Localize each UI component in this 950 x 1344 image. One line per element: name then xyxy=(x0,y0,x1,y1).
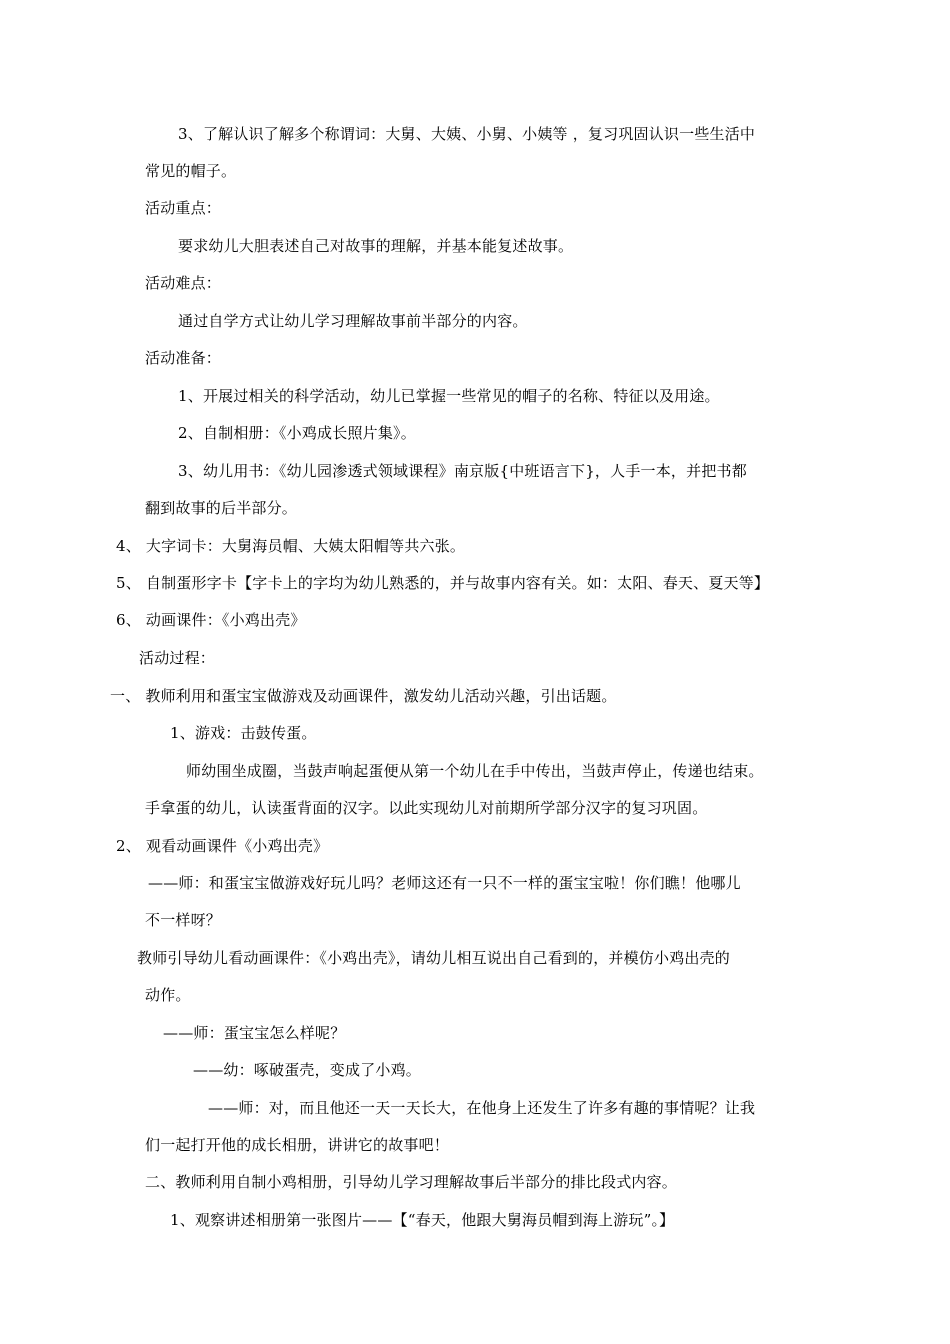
difficulty-heading: 活动难点： xyxy=(145,274,222,292)
watch-animation-title: 2、 观看动画课件《小鸡出壳》 xyxy=(116,837,329,855)
objective-3-line-1: 3、了解认识了解多个称谓词：大舅、大姨、小舅、小姨等 ，复习巩固认识一些生活中 xyxy=(178,125,756,143)
preparation-item-6: 6、 动画课件：《小鸡出壳》 xyxy=(116,611,306,629)
teacher-dialog-3-line-2: 们一起打开他的成长相册，讲讲它的故事吧！ xyxy=(145,1136,450,1154)
objective-3-line-2: 常见的帽子。 xyxy=(145,162,237,180)
process-heading: 活动过程： xyxy=(139,649,216,667)
teacher-dialog-3-line-1: ——师：对，而且他还一天一天长大，在他身上还发生了许多有趣的事情呢？让我 xyxy=(208,1099,756,1117)
key-point-heading: 活动重点： xyxy=(145,199,222,217)
teacher-dialog-1-line-2: 不一样呀？ xyxy=(145,911,222,929)
process-step-2-title: 二、教师利用自制小鸡相册，引导幼儿学习理解故事后半部分的排比段式内容。 xyxy=(145,1173,678,1191)
preparation-item-4: 4、 大字词卡：大舅海员帽、大姨太阳帽等共六张。 xyxy=(116,537,466,555)
child-dialog: ——幼：啄破蛋壳，变成了小鸡。 xyxy=(193,1061,422,1079)
game-description-line-2: 手拿蛋的幼儿，认读蛋背面的汉字。以此实现幼儿对前期所学部分汉字的复习巩固。 xyxy=(145,799,708,817)
game-title: 1、游戏：击鼓传蛋。 xyxy=(170,724,317,742)
preparation-heading: 活动准备： xyxy=(145,349,222,367)
guide-text-line-2: 动作。 xyxy=(145,986,191,1004)
process-step-1-title: 一、 教师利用和蛋宝宝做游戏及动画课件，激发幼儿活动兴趣，引出话题。 xyxy=(110,687,617,705)
preparation-item-3-line-2: 翻到故事的后半部分。 xyxy=(145,499,298,517)
key-point-text: 要求幼儿大胆表述自己对故事的理解，并基本能复述故事。 xyxy=(178,237,574,255)
preparation-item-5: 5、 自制蛋形字卡【字卡上的字均为幼儿熟悉的，并与故事内容有关。如：太阳、春天、夏天等】 xyxy=(116,574,770,592)
preparation-item-1: 1、开展过相关的科学活动，幼儿已掌握一些常见的帽子的名称、特征以及用途。 xyxy=(178,387,720,405)
guide-text-line-1: 教师引导幼儿看动画课件：《小鸡出壳》，请幼儿相互说出自己看到的，并模仿小鸡出壳的 xyxy=(137,949,731,967)
game-description-line-1: 师幼围坐成圈，当鼓声响起蛋便从第一个幼儿在手中传出，当鼓声停止，传递也结束。 xyxy=(186,762,764,780)
difficulty-text: 通过自学方式让幼儿学习理解故事前半部分的内容。 xyxy=(178,312,528,330)
album-picture-1: 1、观察讲述相册第一张图片——【“春天，他跟大舅海员帽到海上游玩”。】 xyxy=(170,1211,675,1229)
teacher-dialog-2: ——师：蛋宝宝怎么样呢？ xyxy=(163,1024,346,1042)
preparation-item-3-line-1: 3、幼儿用书：《幼儿园渗透式领域课程》南京版{中班语言下}，人手一本，并把书都 xyxy=(178,462,747,480)
teacher-dialog-1-line-1: ——师：和蛋宝宝做游戏好玩儿吗？老师这还有一只不一样的蛋宝宝啦！你们瞧！他哪儿 xyxy=(148,874,741,892)
preparation-item-2: 2、自制相册：《小鸡成长照片集》。 xyxy=(178,424,416,442)
